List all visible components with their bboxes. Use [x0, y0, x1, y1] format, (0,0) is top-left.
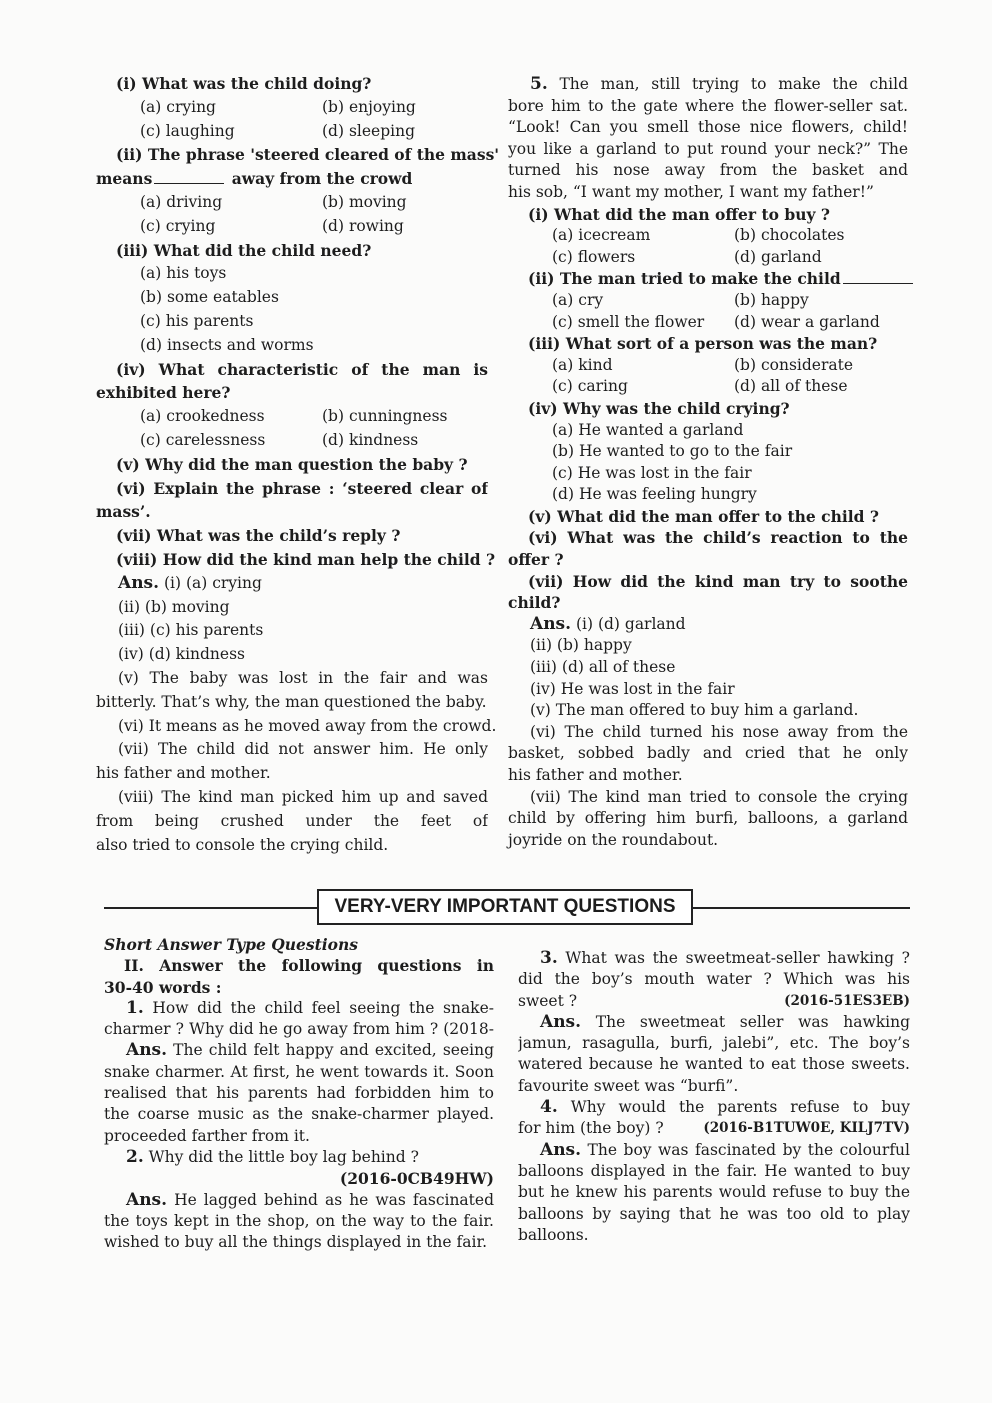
line-text: (v) What did the man offer to the child ? [528, 506, 879, 526]
line-text: (c) his parents [140, 311, 254, 330]
text-line [104, 1211, 494, 1232]
option-a: (a) kind [552, 355, 613, 374]
line-text: basket, sobbed badly and cried that he only [508, 744, 908, 763]
line-text: the toys kept in the shop, on the way to the fair. [104, 1211, 494, 1230]
text-line [518, 1140, 910, 1161]
option-a: (c) carelessness [140, 430, 266, 449]
text-line [508, 700, 908, 722]
line-text: (iii) What did the child need? [116, 240, 372, 260]
line-text: (vi) What was the child’s reaction to the [528, 528, 908, 548]
text-line [518, 1204, 910, 1225]
line-text: mass’. [96, 502, 151, 522]
line-text: (vii) The child did not answer him. He only [118, 740, 488, 759]
option-a: (a) cry [552, 290, 604, 309]
text-line [508, 96, 908, 118]
option-a: (a) driving [140, 192, 223, 211]
option-a: (c) laughing [140, 121, 235, 140]
line-text: means [96, 169, 153, 189]
line-text: (a) He wanted a garland [552, 420, 744, 439]
option-a: (a) crying [140, 97, 216, 116]
text-line [96, 381, 488, 405]
text-line [96, 453, 488, 477]
line-text: sweet ? [518, 991, 578, 1010]
line-text: also tried to console the crying child. [96, 835, 389, 854]
text-line [104, 934, 494, 955]
text-line [508, 441, 908, 463]
text-line [96, 834, 488, 858]
line-text: but he knew his parents would refuse to buy the [518, 1183, 910, 1202]
text-line [96, 786, 488, 810]
option-row [96, 191, 488, 215]
option-row [508, 376, 908, 398]
text-line [508, 657, 908, 679]
lead-label: 4. [540, 1097, 558, 1118]
section-title: VERY-VERY IMPORTANT QUESTIONS [317, 889, 693, 925]
lead-label: Ans. [540, 1139, 582, 1160]
line-text: The man, still trying to make the child [559, 75, 908, 93]
text-line [508, 592, 908, 614]
line-text: his father and mother. [96, 764, 271, 783]
line-text: his father and mother. [508, 766, 683, 784]
text-line [508, 808, 908, 830]
line-text: (v) The man offered to buy him a garland. [530, 701, 859, 720]
text-line [518, 1161, 910, 1182]
line-text: the coarse music as the snake-charmer played. [104, 1105, 494, 1124]
line-text: joyride on the roundabout. [508, 830, 719, 849]
text-line [96, 286, 488, 310]
text-line [508, 333, 908, 355]
line-text: (viii) How did the kind man help the child ? [116, 549, 496, 569]
line-text: (i) (a) crying [159, 573, 262, 592]
line-text: snake charmer. At first, he went towards it. Soon [104, 1062, 494, 1081]
option-row [508, 247, 908, 269]
option-b: (b) cunningness [322, 407, 448, 426]
option-a: (c) smell the flower [552, 312, 705, 331]
option-b: (d) kindness [322, 430, 419, 449]
text-line [518, 1225, 910, 1246]
text-line [518, 948, 910, 969]
line-text: (ii) The phrase 'steered cleared of the mass' [116, 145, 500, 165]
text-line [96, 72, 488, 96]
text-line [508, 139, 908, 161]
text-line [104, 1040, 494, 1061]
lead-label: Ans. [126, 1189, 168, 1210]
line-text: (ii) The man tried to make the child [528, 269, 841, 289]
line-text: He lagged behind as he was fascinated [174, 1190, 494, 1209]
line-text: offer ? [508, 550, 564, 570]
text-line [508, 117, 908, 139]
line-text: watered because he wanted to eat those sweets. [518, 1055, 910, 1074]
text-line [104, 955, 494, 976]
line-text: (ii) (b) moving [118, 597, 230, 616]
divider [689, 907, 910, 909]
text-line [96, 143, 500, 167]
section-header [104, 889, 910, 925]
text-line [508, 527, 908, 549]
line-text: Why would the parents refuse to buy [570, 1098, 910, 1117]
text-line [96, 500, 488, 524]
line-text: II. Answer the following questions in [124, 956, 494, 976]
line-text: exhibited here? [96, 383, 231, 403]
line-text: child by offering him burfi, balloons, a garland [508, 809, 908, 828]
line-text: (b) He wanted to go to the fair [552, 442, 793, 461]
lead-label: Ans. [126, 1040, 168, 1061]
option-a: (a) crookedness [140, 407, 265, 426]
text-line [508, 571, 908, 593]
line-text: (vii) The kind man tried to console the crying [530, 787, 908, 806]
lead-label: Ans. [540, 1011, 582, 1032]
question-code: (2016-B1TUW0E, KILJ7TV) [703, 1120, 910, 1137]
text-line [96, 310, 488, 334]
text-line [518, 1182, 910, 1203]
line-text: charmer ? Why did he go away from him ? (2018- [104, 1020, 494, 1039]
lead-label: Ans. [530, 613, 572, 634]
option-a: (c) crying [140, 216, 216, 235]
text-line [104, 1168, 494, 1189]
text-line [96, 667, 488, 691]
text-line [508, 268, 908, 290]
option-row [508, 312, 908, 334]
lead-label: 5. [530, 74, 548, 94]
text-line [96, 548, 496, 572]
line-text: (iii) (d) all of these [530, 658, 676, 677]
option-row [508, 355, 908, 377]
lead-label: Ans. [118, 572, 160, 593]
line-text: (iv) What characteristic of the man is [116, 359, 488, 379]
option-row [508, 225, 908, 247]
option-row [96, 405, 488, 429]
line-text: (b) some eatables [140, 288, 279, 307]
text-line [104, 1190, 494, 1211]
text-line [104, 1083, 494, 1104]
line-text: The sweetmeat seller was hawking [595, 1012, 910, 1031]
line-text: (vii) What was the child’s reply ? [116, 526, 401, 546]
text-line [508, 420, 908, 442]
text-line [508, 182, 908, 204]
text-line [508, 614, 908, 636]
option-a: (c) flowers [552, 247, 636, 266]
line-text: balloons by saying that he was too old to play [518, 1204, 910, 1223]
line-text: bitterly. That’s why, the man questioned the baby. [96, 692, 487, 711]
text-line [96, 239, 488, 263]
line-text: How did the child feel seeing the snake- [143, 998, 494, 1017]
text-line [518, 1012, 910, 1033]
text-line [508, 549, 908, 571]
text-line [508, 679, 908, 701]
lead-label: 2. [126, 1146, 144, 1167]
text-line [508, 830, 908, 852]
text-line [104, 1147, 494, 1168]
text-line [508, 463, 908, 485]
text-line [104, 1062, 494, 1083]
line-text: The child felt happy and excited, seeing [173, 1041, 494, 1060]
text-line [518, 1097, 910, 1118]
text-line [96, 262, 488, 286]
line-text: you like a garland to put round your neck?” The [508, 139, 908, 158]
line-text: balloons. [518, 1225, 589, 1244]
option-b: (d) all of these [734, 377, 848, 396]
option-row [96, 96, 488, 120]
line-text: balloons displayed in the fair. He wanted to buy [518, 1161, 910, 1180]
text-line [96, 358, 488, 382]
line-text: (v) Why did the man question the baby ? [116, 454, 468, 474]
line-text: child? [508, 593, 561, 613]
option-b: (d) rowing [322, 216, 404, 235]
text-line [518, 969, 910, 990]
text-line [96, 596, 488, 620]
line-text: his sob, “I want my mother, I want my father!” [508, 182, 874, 201]
line-text: What was the sweetmeat-seller hawking ? [565, 949, 910, 967]
text-line [96, 643, 488, 667]
line-text: (vi) Explain the phrase : ‘steered clear of [116, 478, 488, 498]
text-line [96, 691, 488, 715]
text-line [96, 619, 488, 643]
text-line [508, 74, 908, 96]
option-b: (b) enjoying [322, 97, 416, 116]
line-text: (2016-0CB49HW) [339, 1169, 494, 1189]
line-text: wished to buy all the things displayed in the fair. [104, 1233, 488, 1252]
right-column-bottom [518, 948, 910, 1246]
option-b: (b) moving [322, 192, 407, 211]
text-line [96, 524, 488, 548]
text-line [508, 484, 908, 506]
text-line [508, 765, 908, 787]
line-text: for him (the boy) ? [518, 1119, 664, 1138]
option-row [96, 215, 488, 239]
line-text: (d) insects and worms [140, 335, 314, 354]
text-line [508, 787, 908, 809]
option-row [508, 290, 908, 312]
line-text: did the boy’s mouth water ? Which was his [518, 970, 910, 989]
text-line [518, 1076, 910, 1097]
text-line [96, 334, 488, 358]
option-b: (b) happy [734, 290, 809, 309]
text-line [104, 1104, 494, 1125]
line-text: (iv) (d) kindness [118, 645, 245, 664]
text-line [508, 635, 908, 657]
line-text: proceeded farther from it. [104, 1126, 310, 1145]
line-text: (a) his toys [140, 264, 227, 283]
line-text: (iv) Why was the child crying? [528, 398, 790, 418]
text-line [96, 762, 488, 786]
text-line [104, 1126, 494, 1147]
text-line [508, 204, 908, 226]
option-b: (b) considerate [734, 355, 853, 374]
text-line [96, 738, 488, 762]
line-text: jamun, rasagulla, burfi, jalebi”, etc. The boy’s [518, 1034, 910, 1053]
line-text: (iv) He was lost in the fair [530, 679, 735, 698]
text-line [96, 167, 488, 191]
text-line [104, 1232, 494, 1253]
line-text: (v) The baby was lost in the fair and was [118, 668, 488, 687]
line-text: favourite sweet was “burfi”. [518, 1076, 739, 1095]
divider [104, 907, 319, 909]
text-line [508, 743, 908, 765]
line-text: 30-40 words : [104, 977, 222, 997]
option-b: (b) chocolates [734, 226, 845, 245]
line-text: (iii) (c) his parents [118, 621, 264, 640]
text-line [96, 572, 488, 596]
left-column-bottom [104, 934, 494, 1253]
line-text: The boy was fascinated by the colourful [581, 1140, 910, 1159]
text-line [508, 722, 908, 744]
line-text: (iii) What sort of a person was the man? [528, 334, 878, 354]
line-text: bore him to the gate where the flower-seller sat. [508, 96, 908, 115]
line-text: (viii) The kind man picked him up and saved [118, 787, 488, 806]
option-row [96, 429, 488, 453]
answer-blank [154, 171, 224, 184]
answer-blank [843, 271, 913, 284]
option-b: (d) garland [734, 247, 822, 266]
text-line [96, 810, 488, 834]
lead-label: 3. [540, 948, 558, 968]
text-line [96, 715, 497, 739]
text-line [518, 1118, 910, 1139]
line-text: (vi) It means as he moved away from the crowd. [118, 716, 497, 735]
line-text: (vii) How did the kind man try to soothe [528, 571, 908, 591]
text-line [96, 477, 488, 501]
line-text: turned his nose away from the basket and [508, 161, 908, 180]
text-line [518, 1033, 910, 1054]
option-a: (a) icecream [552, 226, 651, 245]
text-line [518, 991, 910, 1012]
option-b: (d) wear a garland [734, 312, 880, 331]
line-text: “Look! Can you smell those nice flowers, child! [508, 118, 908, 137]
text-line [104, 1019, 494, 1040]
line-text: (c) He was lost in the fair [552, 463, 752, 482]
option-b: (d) sleeping [322, 121, 415, 140]
left-column-top [96, 72, 500, 857]
text-line [104, 977, 494, 998]
line-text: away from the crowd [231, 169, 413, 189]
question-code: (2016-51ES3EB) [784, 992, 910, 1009]
option-a: (c) caring [552, 377, 628, 396]
line-text: from being crushed under the feet of [96, 811, 488, 830]
right-column-top [508, 74, 908, 851]
line-text: (d) He was feeling hungry [552, 485, 757, 504]
lead-label: 1. [126, 997, 144, 1018]
text-line [518, 1054, 910, 1075]
text-line [508, 398, 908, 420]
text-line [508, 160, 908, 182]
option-row [96, 120, 488, 144]
line-text: (ii) (b) happy [530, 636, 632, 655]
line-text: (i) (d) garland [571, 614, 686, 633]
line-text: (vi) The child turned his nose away from the [530, 722, 908, 741]
line-text: (i) What did the man offer to buy ? [528, 204, 830, 224]
line-text: realised that his parents had forbidden him to [104, 1084, 494, 1103]
line-text: Short Answer Type Questions [104, 935, 358, 954]
text-line [104, 998, 494, 1019]
line-text: (i) What was the child doing? [116, 74, 372, 93]
text-line [508, 506, 908, 528]
line-text: Why did the little boy lag behind ? [143, 1147, 419, 1166]
